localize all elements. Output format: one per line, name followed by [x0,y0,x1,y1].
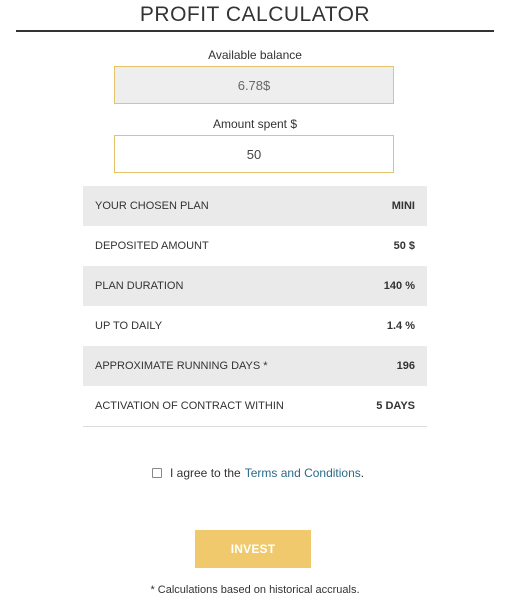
summary-row-plan [83,186,427,226]
summary-label: PLAN DURATION [95,280,184,292]
amount-spent-field[interactable] [114,135,394,173]
title-divider [16,30,494,32]
summary-value: 196 [396,360,415,372]
summary-row-deposit [83,226,427,266]
summary-row-daily [83,306,427,346]
available-balance-field [114,66,394,104]
terms-agreement [152,466,364,480]
summary-label: UP TO DAILY [95,320,163,332]
summary-value: MINI [391,200,415,212]
summary-row-duration [83,266,427,306]
summary-value: 50 $ [393,240,415,252]
summary-label: DEPOSITED AMOUNT [95,240,209,252]
summary-divider [83,426,427,427]
invest-button[interactable]: INVEST [195,530,311,568]
summary-value: 5 DAYS [376,400,415,412]
summary-row-running-days [83,346,427,386]
terms-checkbox[interactable] [152,468,162,478]
summary-value: 140 % [383,280,415,292]
amount-spent-input[interactable] [115,136,393,172]
summary-label: YOUR CHOSEN PLAN [95,200,209,212]
available-balance-value: 6.78$ [237,77,271,93]
page-title: PROFIT CALCULATOR [139,3,371,26]
summary-value: 1.4 % [386,320,415,332]
summary-row-activation [83,386,427,426]
available-balance-label: Available balance [208,48,302,62]
plan-summary-table [83,186,427,427]
terms-text: I agree to the [170,466,241,480]
amount-spent-label: Amount spent $ [212,117,298,131]
terms-suffix: . [360,466,365,480]
summary-label: ACTIVATION OF CONTRACT WITHIN [95,400,284,412]
calculation-footnote: * Calculations based on historical accruals. [150,584,360,596]
terms-link[interactable]: Terms and Conditions [244,466,361,480]
summary-label: APPROXIMATE RUNNING DAYS * [95,360,268,372]
